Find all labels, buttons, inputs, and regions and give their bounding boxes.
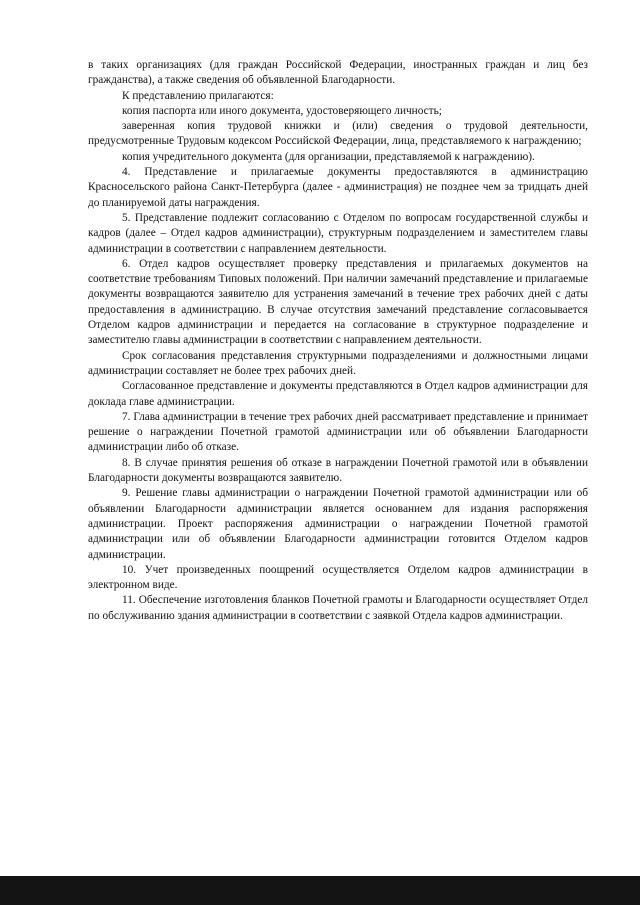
paragraph-employment-record: заверенная копия трудовой книжки и (или) сведения о трудовой деятельности, предусмотренные Трудовым кодексом Российской Федерации, лица, представляемого к награждению; bbox=[88, 120, 588, 148]
paragraph-item-4: 4. Представление и прилагаемые документы предоставляются в администрацию Красносельского района Санкт-Петербурга (далее - администрация) не позднее чем за тридцать дней до планируемой даты награждения. bbox=[88, 166, 588, 209]
paragraph-item-6: 6. Отдел кадров осуществляет проверку представления и прилагаемых документов на соответствие требованиям Типовых положений. При наличии замечаний представление и прилагаемые документы возвращаются заявителю для устранения замечаний в течение трех рабочих дней с даты предоставления в администрацию. В случае отсутствия замечаний представление согласовывается Отделом кадров администрации и передается на согласование в структурное подразделение и заместителю главы администрации в соответствии с направлением деятельности. bbox=[88, 257, 588, 347]
paragraph-item-9: 9. Решение главы администрации о награждении Почетной грамотой администрации или об объявлении Благодарности администрации является основанием для издания распоряжения администрации. Проект распоряжения администрации о награждении Почетной грамотой администрации или об объявлении Благодарности администрации готовится Отделом кадров администрации. bbox=[88, 487, 588, 561]
paragraph-item-8: 8. В случае принятия решения об отказе в награждении Почетной грамотой или в объявлении Благодарности документы возвращаются заявителю. bbox=[88, 456, 588, 485]
paragraph-item-7: 7. Глава администрации в течение трех рабочих дней рассматривает представление и принимает решение о награждении Почетной грамотой администрации или об объявлении Благодарности администрации либо об отказе. bbox=[88, 410, 588, 454]
paragraph-item-10: 10. Учет произведенных поощрений осуществляется Отделом кадров администрации в электронном виде. bbox=[88, 563, 588, 592]
paragraph-founding-document: копия учредительного документа (для организации, представляемой к награждению). bbox=[122, 150, 535, 163]
paragraph-item-5: 5. Представление подлежит согласованию с Отделом по вопросам государственной службы и кадров (далее – Отдел кадров администрации), структурным подразделением и заместителем главы администрации в соответствии с направлением деятельности. bbox=[88, 211, 588, 255]
paragraph-approval-term: Срок согласования представления структурными подразделениями и должностными лицами администрации составляет не более трех рабочих дней. bbox=[88, 349, 588, 377]
paragraph-continuation: в таких организациях (для граждан Российской Федерации, иностранных граждан и лиц без гражданства), а также сведения об объявленной Благодарности. bbox=[88, 59, 588, 87]
paragraph-passport-copy: копия паспорта или иного документа, удостоверяющего личность; bbox=[122, 104, 442, 117]
paragraph-attachments-heading: К представлению прилагаются: bbox=[122, 89, 274, 102]
paragraph-approved-submission: Согласованное представление и документы представляются в Отдел кадров администрации для доклада главе администрации. bbox=[88, 380, 588, 408]
scan-bottom-edge bbox=[0, 876, 640, 905]
document-body bbox=[88, 58, 588, 624]
paragraph-item-11: 11. Обеспечение изготовления бланков Почетной грамоты и Благодарности осуществляет Отдел по обслуживанию здания администрации в соответствии с заявкой Отдела кадров администрации. bbox=[88, 594, 588, 622]
